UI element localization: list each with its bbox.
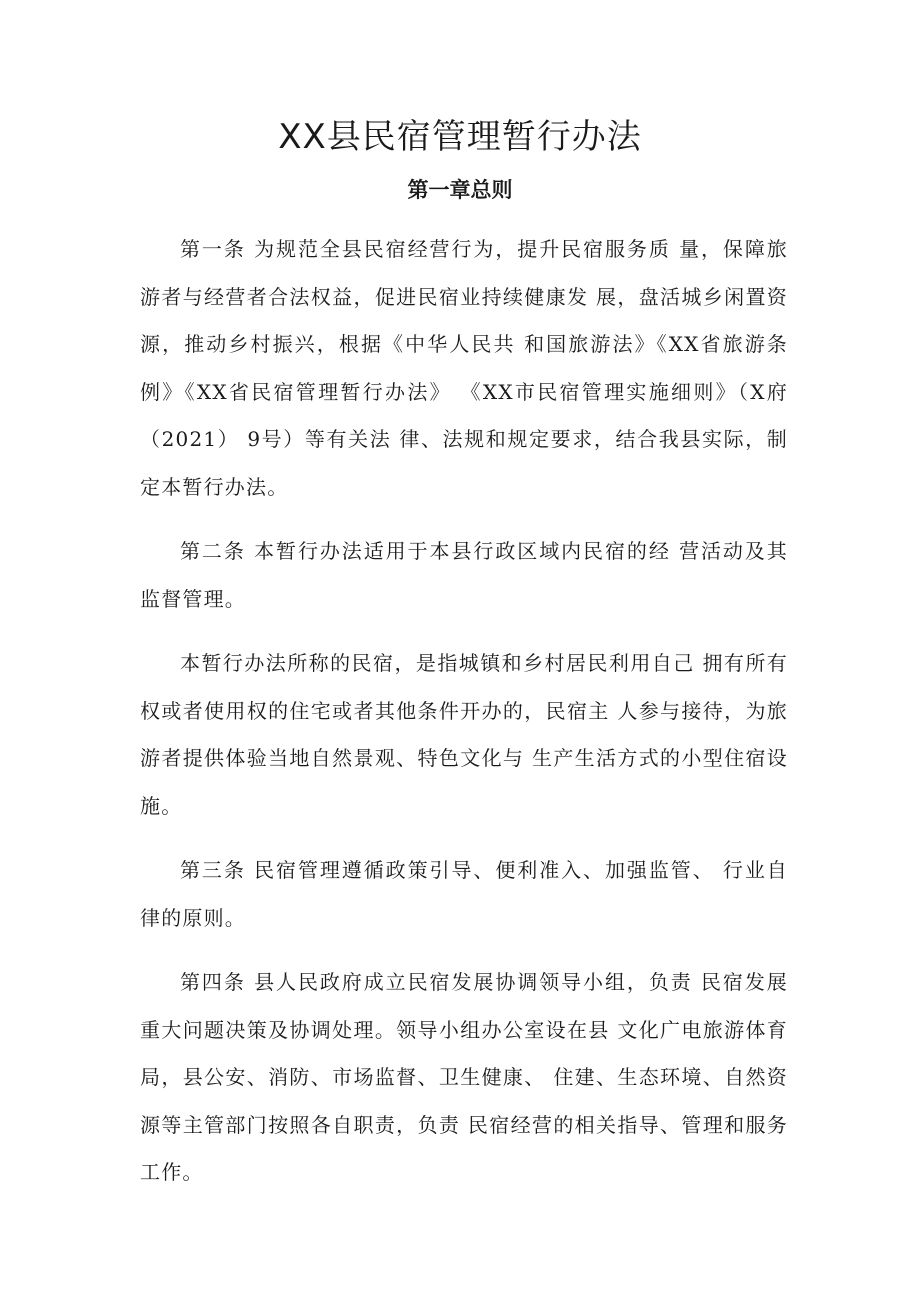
homestay-definition-paragraph: 本暂行办法所称的民宿，是指城镇和乡村居民利用自己 拥有所有权或者使用权的住宅或者其他条件开办的，民宿主 人参与接待，为旅游者提供体验当地自然景观、特色文化与 生产生活方式的小型住宿设施。: [140, 651, 788, 818]
article-4-paragraph: 第四条 县人民政府成立民宿发展协调领导小组，负责 民宿发展重大问题决策及协调处理。领导小组办公室设在县 文化广电旅游体育局，县公安、消防、市场监督、卫生健康、 住建、生态环境、自然资源等主管部门按照各自职责，负责 民宿经营的相关指导、管理和服务工作。: [140, 970, 788, 1184]
document-body: [140, 226, 788, 1214]
article-1-paragraph: 第一条 为规范全县民宿经营行为，提升民宿服务质 量，保障旅游者与经营者合法权益，促进民宿业持续健康发 展，盘活城乡闲置资源，推动乡村振兴，根据《中华人民共 和国旅游法》《XX省旅游条例》《XX省民宿管理暂行办法》 《XX市民宿管理实施细则》（X府（2021） 9号）等有关法 律、法规和规定要求，结合我县实际，制定本暂行办法。: [140, 237, 788, 499]
article-3-paragraph: 第三条 民宿管理遵循政策引导、便利准入、加强监管、 行业自律的原则。: [140, 858, 788, 930]
document-title: XX县民宿管理暂行办法: [278, 117, 642, 157]
chapter-heading: 第一章总则: [407, 178, 513, 202]
article-2-paragraph: 第二条 本暂行办法适用于本县行政区域内民宿的经 营活动及其监督管理。: [140, 539, 788, 611]
